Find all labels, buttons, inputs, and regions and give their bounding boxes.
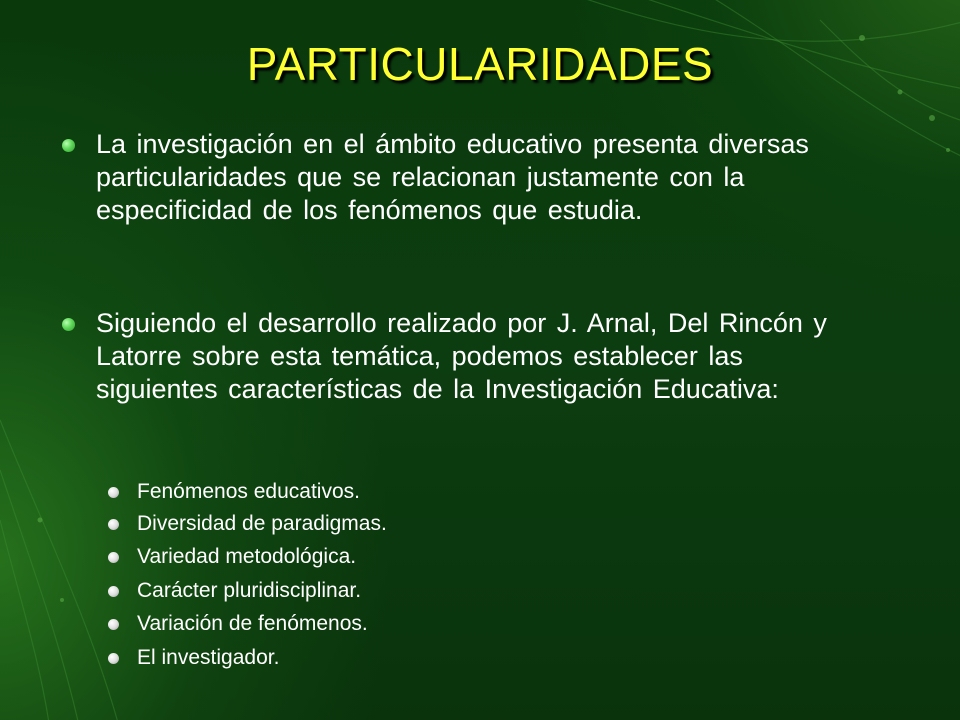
sub-bullet-item: Carácter pluridisciplinar. bbox=[137, 579, 362, 602]
sub-bullet-item: El investigador. bbox=[137, 646, 280, 669]
sub-bullet-dot-icon bbox=[108, 552, 119, 563]
bullet-dot-icon bbox=[62, 139, 75, 152]
sub-bullet-item: Variación de fenómenos. bbox=[137, 612, 368, 635]
sub-bullet-dot-icon bbox=[108, 586, 119, 597]
bullet-item: Siguiendo el desarrollo realizado por J. Arnal, Del Rincón y Latorre sobre esta temática, podemos establecer las siguientes características de la Investigación Educativa: bbox=[96, 308, 827, 404]
slide-title: PARTICULARIDADES bbox=[246, 38, 714, 90]
sub-bullet-dot-icon bbox=[108, 653, 119, 664]
sub-bullet-dot-icon bbox=[108, 487, 119, 498]
sub-bullet-dot-icon bbox=[108, 619, 119, 630]
bullet-item: La investigación en el ámbito educativo presenta diversas particularidades que se relacionan justamente con la especificidad de los fenómenos que estudia. bbox=[96, 129, 809, 225]
sub-bullet-item: Diversidad de paradigmas. bbox=[137, 512, 387, 535]
sub-bullet-item: Variedad metodológica. bbox=[137, 545, 357, 568]
bullet-dot-icon bbox=[62, 318, 75, 331]
sub-bullet-dot-icon bbox=[108, 519, 119, 530]
sub-bullet-item: Fenómenos educativos. bbox=[137, 480, 360, 503]
